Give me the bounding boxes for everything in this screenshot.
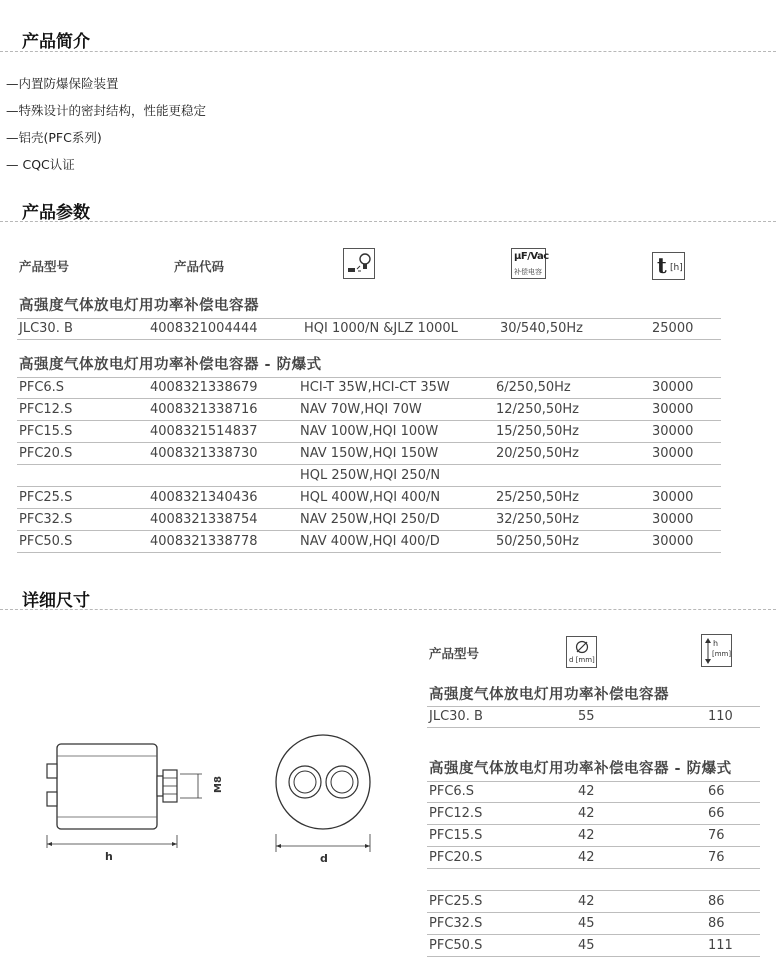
dims-title: 详细尺寸 bbox=[22, 591, 90, 611]
cell-model: PFC12.S bbox=[429, 806, 483, 821]
cell-model: PFC6.S bbox=[429, 784, 475, 799]
header-code: 产品代码 bbox=[174, 259, 225, 274]
category-title: 高强度气体放电灯用功率补偿电容器 - 防爆式 bbox=[19, 357, 322, 373]
capacitor-top-view-drawing bbox=[270, 728, 380, 868]
cell-life: 30000 bbox=[652, 446, 694, 461]
cell-code: 4008321340436 bbox=[150, 490, 258, 505]
cell-lamp: HQL 400W,HQI 400/N bbox=[300, 490, 441, 505]
divider bbox=[0, 51, 776, 52]
bullet-3: —铝壳(PFC系列) bbox=[6, 130, 102, 145]
divider bbox=[0, 609, 776, 610]
table-row bbox=[17, 509, 721, 531]
table-row bbox=[427, 706, 760, 728]
cell-model: PFC12.S bbox=[19, 402, 73, 417]
cell-h: 66 bbox=[708, 784, 725, 799]
cell-model: PFC50.S bbox=[19, 534, 73, 549]
table-row bbox=[17, 399, 721, 421]
cell-model: PFC15.S bbox=[429, 828, 483, 843]
category-title: 高强度气体放电灯用功率补偿电容器 - 防爆式 bbox=[429, 761, 732, 777]
cell-h: 66 bbox=[708, 806, 725, 821]
cell-lamp: NAV 70W,HQI 70W bbox=[300, 402, 422, 417]
table-row bbox=[17, 531, 721, 553]
cell-d: 42 bbox=[578, 828, 595, 843]
cell-code: 4008321338679 bbox=[150, 380, 258, 395]
cell-lamp: NAV 400W,HQI 400/D bbox=[300, 534, 440, 549]
cell-cap: 32/250,50Hz bbox=[496, 512, 580, 527]
diameter-icon: d [mm] bbox=[566, 636, 597, 668]
drawing-label-h: h bbox=[105, 850, 113, 863]
cell-cap: 12/250,50Hz bbox=[496, 402, 580, 417]
bullet-4: — CQC认证 bbox=[6, 157, 75, 172]
table-row bbox=[17, 377, 721, 399]
table-row bbox=[427, 803, 760, 825]
cell-life: 30000 bbox=[652, 380, 694, 395]
cell-code: 4008321338730 bbox=[150, 446, 258, 461]
cell-cap: 15/250,50Hz bbox=[496, 424, 580, 439]
cell-life: 30000 bbox=[652, 424, 694, 439]
cell-cap: 25/250,50Hz bbox=[496, 490, 580, 505]
table-row bbox=[17, 421, 721, 443]
cell-life: 30000 bbox=[652, 402, 694, 417]
cell-code: 4008321338754 bbox=[150, 512, 258, 527]
intro-title: 产品简介 bbox=[22, 32, 90, 52]
cell-code: 4008321338716 bbox=[150, 402, 258, 417]
cell-model: PFC6.S bbox=[19, 380, 65, 395]
cell-d: 42 bbox=[578, 784, 595, 799]
table-row bbox=[17, 318, 721, 340]
cell-h: 76 bbox=[708, 828, 725, 843]
table-row bbox=[427, 847, 760, 869]
cell-d: 42 bbox=[578, 894, 595, 909]
bullet-1: —内置防爆保险装置 bbox=[6, 76, 119, 91]
cell-lamp: NAV 250W,HQI 250/D bbox=[300, 512, 440, 527]
cell-code: 4008321004444 bbox=[150, 321, 258, 336]
cell-lamp: HQL 250W,HQI 250/N bbox=[300, 468, 441, 483]
lamp-icon bbox=[343, 248, 375, 279]
cell-cap: 30/540,50Hz bbox=[500, 321, 584, 336]
table-row bbox=[17, 443, 721, 465]
cell-cap: 6/250,50Hz bbox=[496, 380, 571, 395]
cell-model: PFC32.S bbox=[19, 512, 73, 527]
cell-cap: 50/250,50Hz bbox=[496, 534, 580, 549]
table-row bbox=[427, 891, 760, 913]
cell-lamp: HCI-T 35W,HCI-CT 35W bbox=[300, 380, 450, 395]
cell-model: PFC15.S bbox=[19, 424, 73, 439]
cell-life: 25000 bbox=[652, 321, 694, 336]
cell-model: PFC25.S bbox=[19, 490, 73, 505]
divider bbox=[0, 221, 776, 222]
cell-model: PFC25.S bbox=[429, 894, 483, 909]
cell-d: 42 bbox=[578, 806, 595, 821]
cell-life: 30000 bbox=[652, 534, 694, 549]
cell-d: 55 bbox=[578, 709, 595, 724]
cell-d: 45 bbox=[578, 916, 595, 931]
cell-d: 45 bbox=[578, 938, 595, 953]
cell-model: PFC20.S bbox=[19, 446, 73, 461]
bullet-2: —特殊设计的密封结构，性能更稳定 bbox=[6, 103, 207, 118]
dims-header-model: 产品型号 bbox=[429, 646, 480, 661]
table-row bbox=[427, 913, 760, 935]
cell-model: PFC50.S bbox=[429, 938, 483, 953]
params-title: 产品参数 bbox=[22, 203, 90, 223]
table-row bbox=[427, 825, 760, 847]
cell-h: 111 bbox=[708, 938, 733, 953]
cell-lamp: NAV 150W,HQI 150W bbox=[300, 446, 439, 461]
cell-model: JLC30. B bbox=[19, 321, 73, 336]
category-title: 高强度气体放电灯用功率补偿电容器 bbox=[19, 298, 259, 314]
cell-h: 86 bbox=[708, 916, 725, 931]
cell-model: JLC30. B bbox=[429, 709, 483, 724]
drawing-label-m8: M8 bbox=[213, 776, 224, 793]
cell-code: 4008321514837 bbox=[150, 424, 258, 439]
cell-model: PFC32.S bbox=[429, 916, 483, 931]
table-row bbox=[17, 487, 721, 509]
capacitor-side-view-drawing bbox=[40, 740, 240, 870]
table-row bbox=[427, 869, 760, 891]
lifetime-icon: t [h] bbox=[652, 252, 685, 280]
table-row bbox=[17, 465, 721, 487]
cell-lamp: HQI 1000/N &JLZ 1000L bbox=[304, 321, 458, 336]
cell-life: 30000 bbox=[652, 490, 694, 505]
cell-life: 30000 bbox=[652, 512, 694, 527]
cell-cap: 20/250,50Hz bbox=[496, 446, 580, 461]
table-row bbox=[427, 781, 760, 803]
cell-h: 76 bbox=[708, 850, 725, 865]
category-title: 高强度气体放电灯用功率补偿电容器 bbox=[429, 687, 669, 703]
cell-d: 42 bbox=[578, 850, 595, 865]
cell-model: PFC20.S bbox=[429, 850, 483, 865]
cell-h: 110 bbox=[708, 709, 733, 724]
header-model: 产品型号 bbox=[19, 259, 70, 274]
height-icon: h [mm] bbox=[701, 634, 732, 667]
table-row bbox=[427, 935, 760, 957]
capacitance-icon: μF/Vac 补偿电容 bbox=[511, 248, 546, 279]
cell-code: 4008321338778 bbox=[150, 534, 258, 549]
cell-h: 86 bbox=[708, 894, 725, 909]
cell-lamp: NAV 100W,HQI 100W bbox=[300, 424, 439, 439]
drawing-label-d: d bbox=[320, 852, 328, 865]
